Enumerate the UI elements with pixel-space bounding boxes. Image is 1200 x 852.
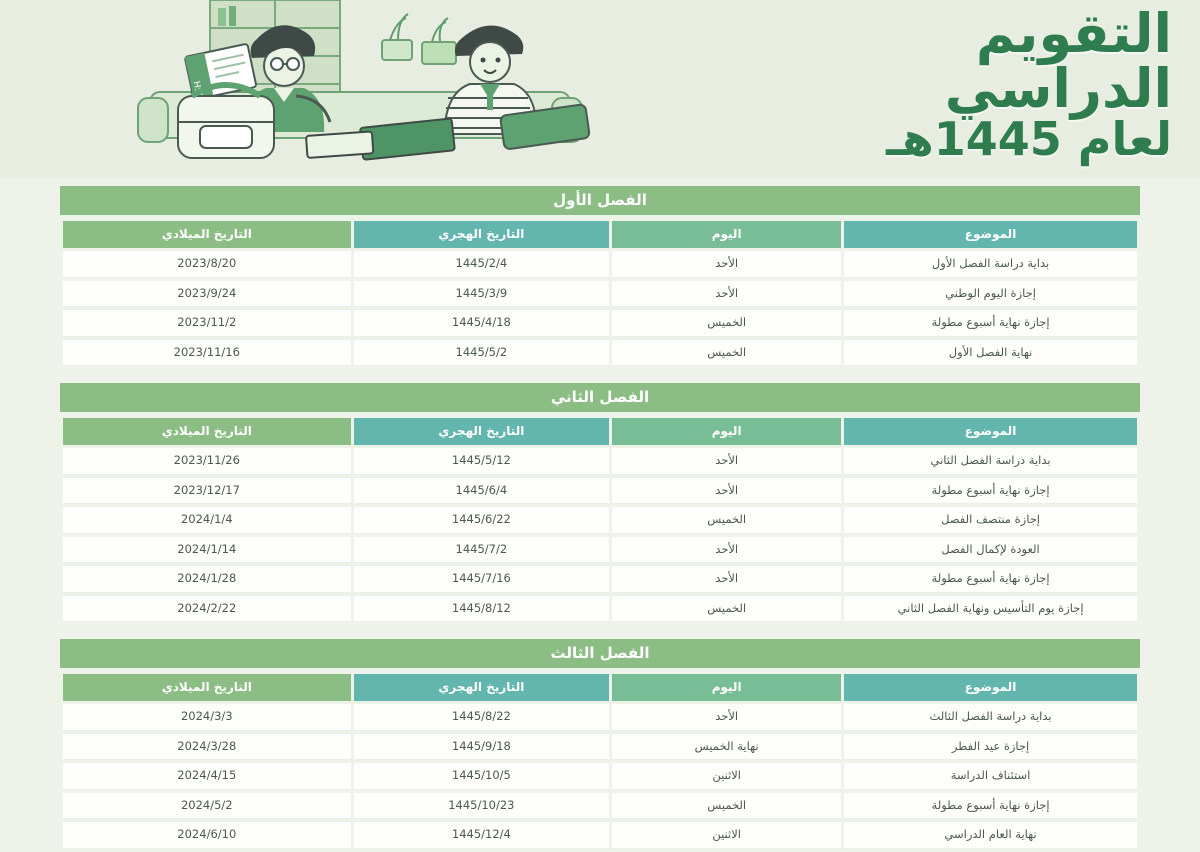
cell-hijri: 1445/7/16 [354,566,610,593]
cell-subject: إجازة نهاية أسبوع مطولة [844,478,1137,505]
term-table [60,218,1140,369]
table-row [63,822,1137,849]
column-header-hijri: التاريخ الهجري [354,221,610,248]
table-row [63,251,1137,278]
table-header-row [63,418,1137,445]
column-header-subject: الموضوع [844,418,1137,445]
cell-day: الاثنين [612,822,841,849]
title-line-1: التقويم [975,2,1172,65]
cell-day: نهاية الخميس [612,734,841,761]
column-header-gregorian: التاريخ الميلادي [63,221,351,248]
cell-gregorian: 2024/1/28 [63,566,351,593]
cell-hijri: 1445/7/2 [354,537,610,564]
table-row [63,793,1137,820]
cell-hijri: 1445/5/12 [354,448,610,475]
term-section-2 [60,383,1140,625]
cell-subject: إجازة نهاية أسبوع مطولة [844,310,1137,337]
cell-gregorian: 2024/2/22 [63,596,351,623]
term-title: الفصل الثاني [60,383,1140,412]
cell-subject: إجازة نهاية أسبوع مطولة [844,566,1137,593]
cell-gregorian: 2023/9/24 [63,281,351,308]
term-title: الفصل الثالث [60,639,1140,668]
cell-hijri: 1445/4/18 [354,310,610,337]
cell-day: الخميس [612,793,841,820]
cell-subject: بداية دراسة الفصل الثاني [844,448,1137,475]
table-row [63,507,1137,534]
term-table [60,671,1140,852]
cell-hijri: 1445/10/23 [354,793,610,820]
column-header-day: اليوم [612,418,841,445]
cell-gregorian: 2023/8/20 [63,251,351,278]
table-row [63,537,1137,564]
term-section-3 [60,639,1140,852]
cell-day: الأحد [612,537,841,564]
cell-gregorian: 2024/6/10 [63,822,351,849]
cell-hijri: 1445/8/22 [354,704,610,731]
table-row [63,734,1137,761]
cell-subject: استئناف الدراسة [844,763,1137,790]
cell-subject: إجازة يوم التأسيس ونهاية الفصل الثاني [844,596,1137,623]
cell-gregorian: 2023/11/16 [63,340,351,367]
cell-day: الخميس [612,310,841,337]
table-row [63,596,1137,623]
cell-day: الأحد [612,281,841,308]
cell-subject: إجازة عيد الفطر [844,734,1137,761]
cell-hijri: 1445/9/18 [354,734,610,761]
table-header-row [63,674,1137,701]
cell-day: الاثنين [612,763,841,790]
cell-subject: إجازة منتصف الفصل [844,507,1137,534]
cell-gregorian: 2024/1/4 [63,507,351,534]
cell-gregorian: 2023/11/26 [63,448,351,475]
column-header-subject: الموضوع [844,674,1137,701]
table-row [63,281,1137,308]
cell-day: الأحد [612,251,841,278]
cell-gregorian: 2024/3/28 [63,734,351,761]
table-row [63,448,1137,475]
cell-hijri: 1445/3/9 [354,281,610,308]
term-table [60,415,1140,625]
table-row [63,566,1137,593]
cell-subject: إجازة نهاية أسبوع مطولة [844,793,1137,820]
column-header-hijri: التاريخ الهجري [354,674,610,701]
cell-day: الأحد [612,448,841,475]
cell-day: الأحد [612,704,841,731]
cell-hijri: 1445/6/22 [354,507,610,534]
cell-day: الخميس [612,507,841,534]
term-section-1 [60,186,1140,369]
calendar-tables [0,178,1200,852]
table-row [63,340,1137,367]
cell-gregorian: 2024/4/15 [63,763,351,790]
column-header-gregorian: التاريخ الميلادي [63,674,351,701]
cell-hijri: 1445/6/4 [354,478,610,505]
cell-gregorian: 2023/11/2 [63,310,351,337]
cell-subject: بداية دراسة الفصل الثالث [844,704,1137,731]
two-students-studying-illustration [60,0,680,178]
column-header-subject: الموضوع [844,221,1137,248]
cell-subject: نهاية الفصل الأول [844,340,1137,367]
table-row [63,763,1137,790]
cell-gregorian: 2024/5/2 [63,793,351,820]
column-header-day: اليوم [612,674,841,701]
title-line-2: الدراسي [944,57,1172,121]
cell-hijri: 1445/2/4 [354,251,610,278]
cell-day: الخميس [612,340,841,367]
column-header-day: اليوم [612,221,841,248]
cell-hijri: 1445/10/5 [354,763,610,790]
cell-subject: إجازة اليوم الوطني [844,281,1137,308]
table-header-row [63,221,1137,248]
cell-subject: العودة لإكمال الفصل [844,537,1137,564]
term-title: الفصل الأول [60,186,1140,215]
page-title [886,2,1172,167]
table-row [63,704,1137,731]
cell-hijri: 1445/8/12 [354,596,610,623]
cell-hijri: 1445/5/2 [354,340,610,367]
cell-subject: نهاية العام الدراسي [844,822,1137,849]
cell-day: الأحد [612,566,841,593]
hero-banner [0,0,1200,178]
cell-gregorian: 2024/1/14 [63,537,351,564]
cell-day: الخميس [612,596,841,623]
table-row [63,478,1137,505]
column-header-gregorian: التاريخ الميلادي [63,418,351,445]
cell-gregorian: 2023/12/17 [63,478,351,505]
table-row [63,310,1137,337]
cell-hijri: 1445/12/4 [354,822,610,849]
title-line-3: لعام 1445هـ [886,112,1172,167]
cell-day: الأحد [612,478,841,505]
cell-subject: بداية دراسة الفصل الأول [844,251,1137,278]
cell-gregorian: 2024/3/3 [63,704,351,731]
column-header-hijri: التاريخ الهجري [354,418,610,445]
